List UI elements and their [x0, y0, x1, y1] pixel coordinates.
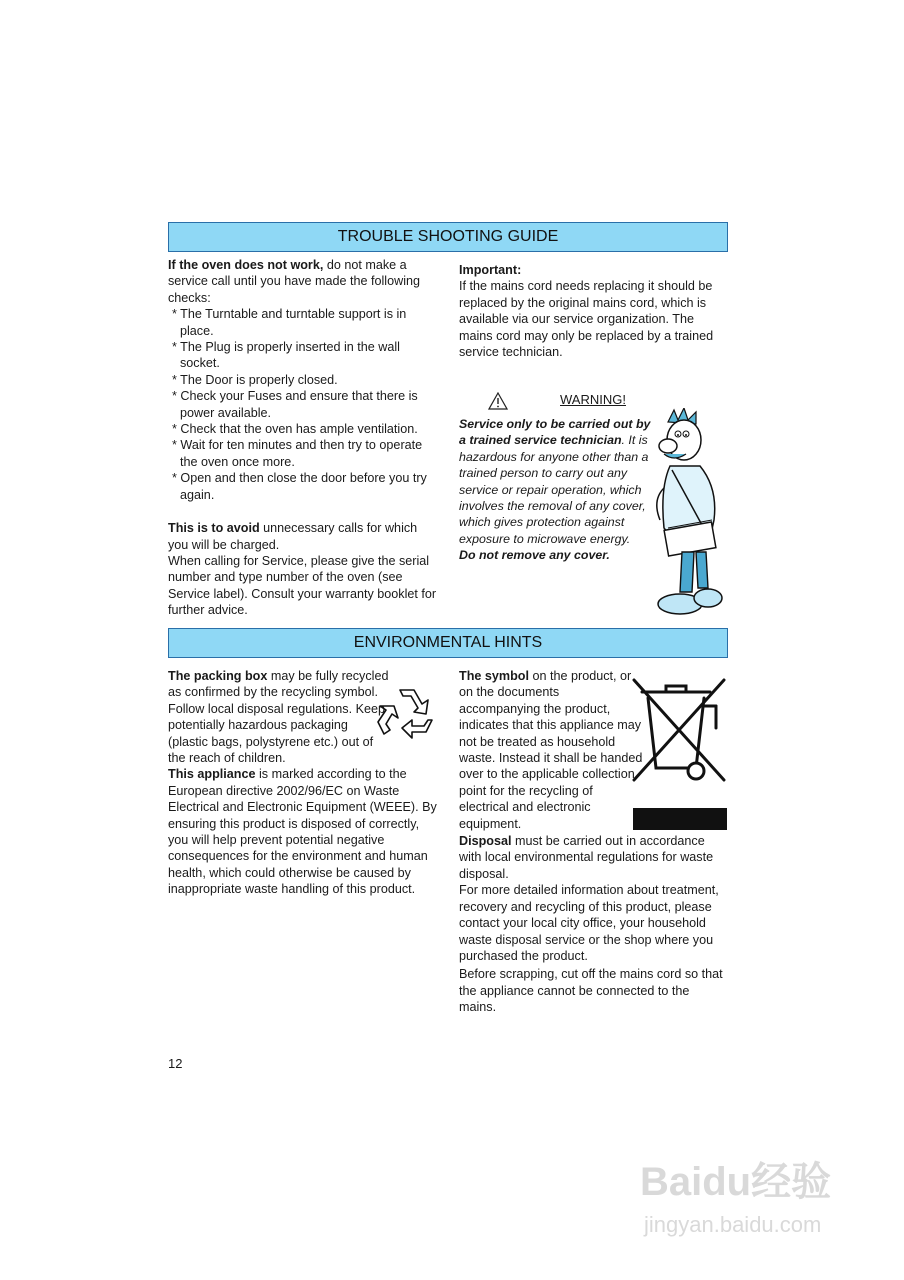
check-item: * Check that the oven has ample ventilation. — [172, 422, 418, 437]
troubleshooting-intro: If the oven does not work, do not make a service call until you have made the following checks: — [168, 258, 421, 305]
service-technician-illustration — [650, 408, 730, 623]
watermark-url: jingyan.baidu.com — [644, 1212, 822, 1237]
page-number: 12 — [168, 1056, 183, 1071]
check-item: * The Turntable and turntable support is in place. — [172, 307, 407, 338]
warning-row — [488, 392, 648, 410]
watermark-logo: Baidu经验 — [640, 1160, 832, 1204]
important-title: Important: — [459, 263, 522, 277]
check-item: * Wait for ten minutes and then try to operate the oven once more. — [172, 438, 423, 469]
service-text: When calling for Service, please give the serial number and type number of the oven (see Service label). Consult your warranty booklet for further advice. — [168, 553, 437, 618]
check-item: * The Door is properly closed. — [172, 372, 338, 387]
recycle-icon — [376, 686, 438, 746]
packing-text: The packing box may be fully recycled as confirmed by the recycling symbol. Follow local disposal regulations. Keep potentially hazardous packaging (plastic bags, polystyrene etc.) out of the reach of children. — [168, 669, 389, 766]
avoid-text: This is to avoid unnecessary calls for which you will be charged. — [168, 521, 418, 552]
scrapping-text: Before scrapping, cut off the mains cord so that the appliance cannot be connected to the mains. — [459, 967, 723, 1015]
warning-label: WARNING! — [560, 392, 626, 407]
more-info-text: For more detailed information about treatment, recovery and recycling of this product, please contact your local city office, your household waste disposal service or the shop where you purchased the product. — [459, 883, 719, 963]
warning-triangle-icon — [488, 392, 508, 410]
important-block — [459, 262, 725, 360]
warning-text: Service only to be carried out by a trained service technician. It is hazardous for anyone other than a trained person to carry out any service or repair operation, which involves the removal of any cover, which gives protection against exposure to microwave energy. Do not remove any cover. — [459, 417, 651, 563]
environment-header: ENVIRONMENTAL HINTS — [168, 628, 728, 658]
symbol-text: The symbol on the product, or on the documents accompanying the product, indicates that this appliance may not be treated as household waste. Instead it shall be handed over to the applicable collection point for the recycling of electrical and electronic equipment. — [459, 669, 643, 831]
important-text: If the mains cord needs replacing it should be replaced by the original mains cord, which is available via our service organization. The mains cord may only be replaced by a trained service technician. — [459, 279, 714, 360]
check-item: * Open and then close the door before you try again. — [172, 471, 427, 502]
check-item: * Check your Fuses and ensure that there is power available. — [172, 389, 418, 420]
troubleshooting-left-column — [168, 257, 438, 619]
check-item: * The Plug is properly inserted in the wall socket. — [172, 340, 400, 371]
troubleshooting-header: TROUBLE SHOOTING GUIDE — [168, 222, 728, 252]
disposal-text: Disposal must be carried out in accordance with local environmental regulations for waste disposal. — [459, 834, 714, 881]
weee-bin-icon — [630, 676, 728, 830]
appliance-text: This appliance is marked according to the European directive 2002/96/EC on Waste Electrical and Electronic Equipment (WEEE). By ensuring this product is disposed of correctly, you will help prevent potential negative consequences for the environment and human health, which could otherwise be caused by inappropriate waste handling of this product. — [168, 767, 437, 897]
